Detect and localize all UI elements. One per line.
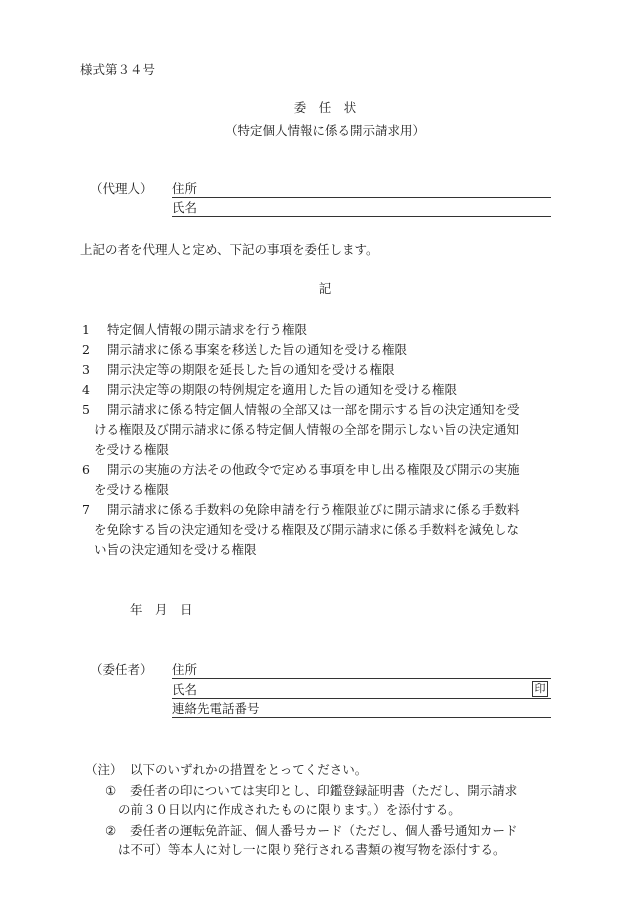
notes-intro: 以下のいずれかの措置をとってください。	[130, 762, 368, 777]
item-number: 1	[82, 322, 90, 337]
list-item: 開示請求に係る手数料の免除申請を行う権限並びに開示請求に係る手数料	[107, 502, 520, 517]
list-item: 開示決定等の期限を延長した旨の通知を受ける権限	[107, 362, 395, 377]
item-number: 6	[82, 462, 90, 477]
item-number: 3	[82, 362, 90, 377]
notes-label: （注）	[85, 762, 123, 777]
list-item: 開示請求に係る事案を移送した旨の通知を受ける権限	[107, 342, 408, 357]
document-title: 委 任 状	[293, 100, 357, 115]
principal-phone-label: 連絡先電話番号	[172, 701, 260, 716]
principal-label: （委任者）	[90, 662, 153, 677]
principal-address-label: 住所	[172, 662, 198, 677]
principal-phone-line	[172, 717, 551, 718]
item-number: 2	[82, 342, 90, 357]
item-number: 4	[82, 382, 90, 397]
item-number: 5	[82, 402, 90, 417]
agent-name-line	[172, 216, 551, 217]
agent-address-label: 住所	[172, 181, 198, 196]
agent-label: （代理人）	[90, 181, 153, 196]
list-item-continuation: ける権限及び開示請求に係る特定個人情報の全部を開示しない旨の決定通知	[94, 422, 520, 437]
principal-name-line	[172, 698, 551, 699]
list-item-continuation: を受ける権限	[94, 442, 170, 457]
list-item-continuation: を受ける権限	[94, 482, 170, 497]
list-item-continuation: い旨の決定通知を受ける権限	[94, 542, 257, 557]
form-number: 様式第３４号	[80, 62, 156, 77]
principal-address-line	[172, 678, 551, 679]
agent-address-line	[172, 197, 551, 198]
list-item: 開示請求に係る特定個人情報の全部又は一部を開示する旨の決定通知を受	[107, 402, 520, 417]
delegation-statement: 上記の者を代理人と定め、下記の事項を委任します。	[80, 242, 379, 257]
note-item: 委任者の運転免許証、個人番号カード（ただし、個人番号通知カード	[130, 823, 518, 838]
list-item: 開示の実施の方法その他政令で定める事項を申し出る権限及び開示の実施	[107, 462, 520, 477]
date-line: 年 月 日	[130, 602, 193, 617]
list-item: 開示決定等の期限の特例規定を適用した旨の通知を受ける権限	[107, 382, 458, 397]
ki-heading: 記	[318, 281, 332, 296]
note-item-continuation: は不可）等本人に対し一に限り発行される書類の複写物を添付する。	[118, 842, 506, 857]
note-item-continuation: の前３０日以内に作成されたものに限ります。）を添付する。	[118, 802, 461, 817]
agent-name-label: 氏名	[172, 200, 198, 215]
principal-name-label: 氏名	[172, 682, 198, 697]
note-marker: ①	[105, 783, 117, 798]
note-marker: ②	[105, 823, 117, 838]
item-number: 7	[82, 502, 90, 517]
document-subtitle: （特定個人情報に係る開示請求用）	[224, 123, 425, 138]
note-item: 委任者の印については実印とし、印鑑登録証明書（ただし、開示請求	[130, 783, 518, 798]
seal-mark: 印	[532, 681, 548, 697]
list-item: 特定個人情報の開示請求を行う権限	[107, 322, 308, 337]
list-item-continuation: を免除する旨の決定通知を受ける権限及び開示請求に係る手数料を減免しな	[94, 522, 520, 537]
